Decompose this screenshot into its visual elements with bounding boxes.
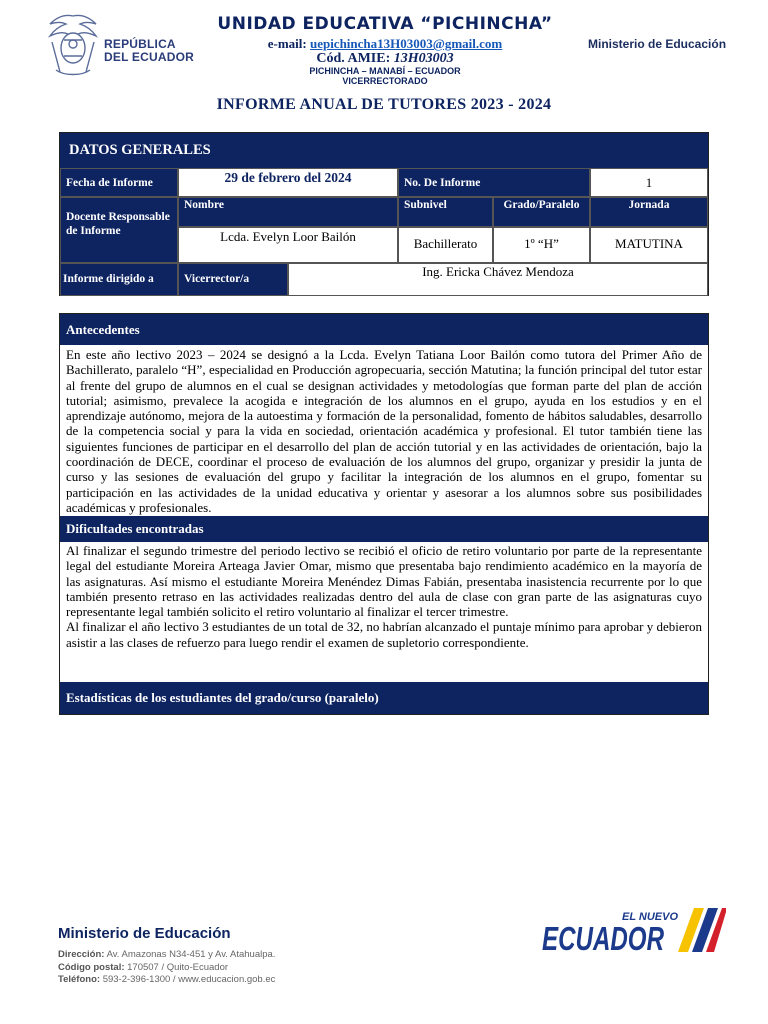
general-data-heading: DATOS GENERALES [60, 133, 708, 168]
footer-ministry: Ministerio de Educación [58, 925, 231, 942]
footer-direccion: Dirección: Av. Amazonas N34-451 y Av. Atahualpa. [58, 949, 276, 960]
logo-small-text: EL NUEVO [622, 911, 679, 923]
report-number-label: No. De Informe [398, 168, 590, 197]
nombre-value: Lcda. Evelyn Loor Bailón [178, 227, 398, 263]
grado-value: 1º “H” [493, 227, 590, 263]
footer-telefono: Teléfono: 593-2-396-1300 / www.educacion.gob.ec [58, 974, 276, 985]
col-jornada: Jornada [590, 197, 708, 227]
dificultades-paragraph-2: Al finalizar el año lectivo 3 estudiantes de un total de 32, no habrían alcanzado el puntaje mínimo para aprobar y debieron asistir a las clases de refuerzo para luego rendir el examen de supletorio correspondiente. [66, 619, 702, 650]
crest-text-line-1: REPÚBLICA [104, 37, 176, 51]
estadisticas-heading: Estadísticas de los estudiantes del grado/curso (paralelo) [60, 682, 708, 714]
logo-big-text: ECUADOR [542, 920, 665, 956]
report-title: INFORME ANUAL DE TUTORES 2023 - 2024 [216, 96, 552, 113]
school-location [180, 66, 590, 86]
dificultades-text [66, 543, 702, 650]
school-email [180, 36, 590, 52]
general-data-table [59, 132, 709, 296]
col-nombre: Nombre [178, 197, 398, 227]
dificultades-paragraph-1: Al finalizar el segundo trimestre del periodo lectivo se recibió el oficio de retiro voluntario por parte de la representante legal del estudiante Moreira Arteaga Javier Omar, mismo que presentaba bajo rendimiento académico en la mayoría de las asignaturas. Así mismo el estudiante Moreira Menéndez Dimas Fabián, presentaba inasistencia recurrente por lo que también presento retraso en las actividades realizadas dentro del aula de clase con gran parte de las asignaturas cuyo representante legal también solicito el retiro voluntario al finalizar el tercer trimestre. [66, 543, 702, 620]
col-grado: Grado/Paralelo [493, 197, 590, 227]
vicerrector-label: Vicerrector/a [178, 263, 288, 296]
el-nuevo-ecuador-logo [540, 906, 726, 956]
ministry-header-logo: Ministerio de Educación [588, 37, 727, 51]
email-label: e-mail: [267, 36, 307, 51]
subnivel-value: Bachillerato [398, 227, 493, 263]
report-sections [59, 313, 709, 715]
location-line: PICHINCHA – MANABÍ – ECUADOR [309, 66, 461, 76]
office-line: VICERRECTORADO [342, 76, 428, 86]
antecedentes-text: En este año lectivo 2023 – 2024 se designó a la Lcda. Evelyn Tatiana Loor Bailón como tutora del Primer Año de Bachillerato, paralelo “H”, especialidad en Producción agropecuaria, sección Matutina; la función principal del tutor estar al frente del grupo de alumnos en el cual se designan actividades y metodologías que forman parte del plan de acción tutorial; asimismo, prevalece la acogida e integración de los alumnos en el grupo, ayuda en los estudios y en el aprendizaje autónomo, mejora de la autoestima y formación de la personalidad, fomento de hábitos saludables, desarrollo de la competencia social y para la vida en sociedad, orientación académica y profesional. El tutor también tiene las siguientes funciones de participar en el desarrollo del plan de acción tutorial y en las actividades de orientación, bajo la coordinación de DECE, coordinar el proceso de evaluación de los alumnos del grupo, organizar y presidir la junta de curso y las sesiones de evaluación del grupo y facilitar la integración de los alumnos en el grupo, fomentar su participación en las actividades de la unidad educativa y orientar y asesorar a los alumnos sobre sus posibilidades académicas y profesionales. [66, 347, 702, 515]
flag-stripes-icon [678, 908, 726, 952]
footer-address [58, 949, 275, 987]
email-link[interactable]: uepichincha13H03003@gmail.com [309, 36, 503, 51]
footer-codigo-postal: Código postal: 170507 / Quito-Ecuador [58, 961, 229, 973]
report-number-value: 1 [590, 168, 708, 197]
docente-label: Docente Responsable de Informe [60, 197, 178, 263]
dirigido-label: Informe dirigido a [60, 263, 178, 296]
ecuador-coat-of-arms-icon [42, 12, 104, 78]
amie-code [180, 51, 590, 67]
vicerrector-value: Ing. Ericka Chávez Mendoza [288, 263, 708, 296]
amie-label: Cód. AMIE: [316, 51, 391, 66]
dificultades-heading: Dificultades encontradas [60, 516, 708, 542]
antecedentes-heading: Antecedentes [60, 314, 708, 345]
amie-value: 13H03003 [393, 51, 454, 66]
jornada-value: MATUTINA [590, 227, 708, 263]
fecha-label: Fecha de Informe [60, 168, 178, 197]
col-subnivel: Subnivel [398, 197, 493, 227]
fecha-value: 29 de febrero del 2024 [178, 168, 398, 197]
crest-text-line-2: DEL ECUADOR [104, 50, 194, 64]
school-name: UNIDAD EDUCATIVA “PICHINCHA” [217, 14, 553, 34]
